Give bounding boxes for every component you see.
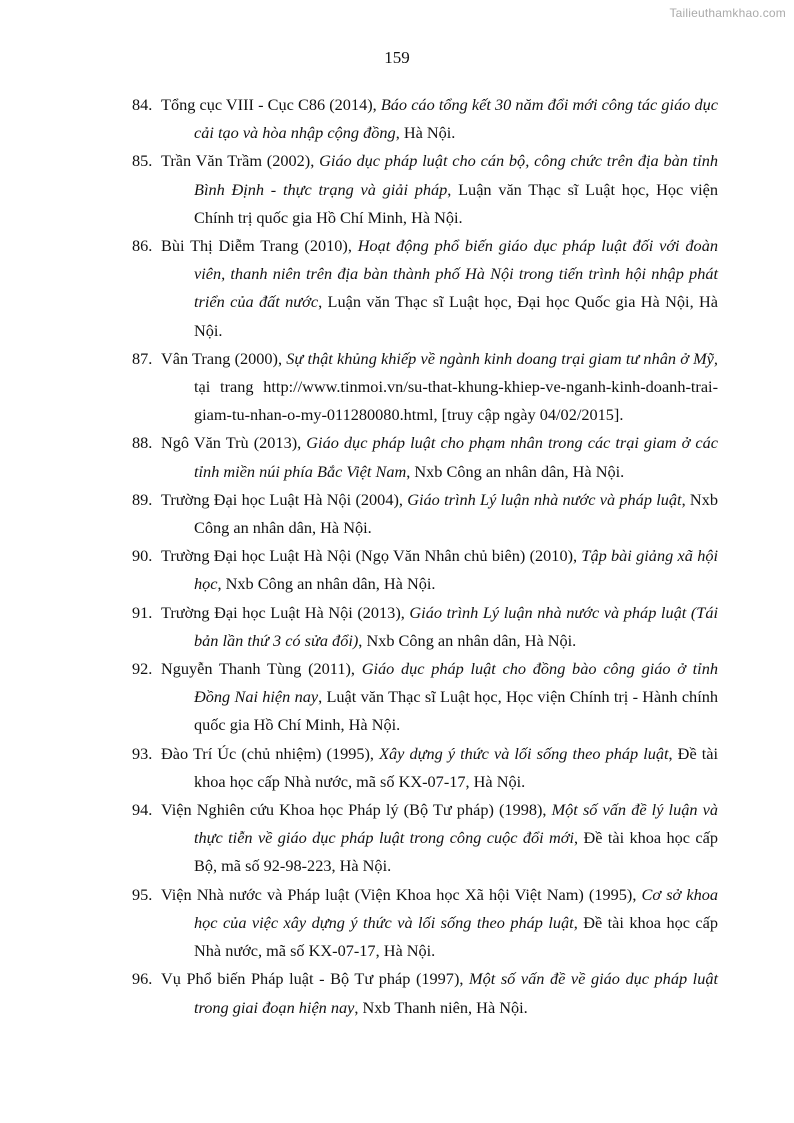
- reference-title: Báo cáo tổng kết 30 năm đổi mới công tác giáo dục cải tạo và hòa nhập cộng đồng: [194, 95, 718, 143]
- reference-details: , Nxb Thanh niên, Hà Nội.: [354, 997, 528, 1017]
- reference-number: 96.: [132, 969, 153, 989]
- reference-item: [132, 542, 718, 598]
- reference-number: 88.: [132, 433, 153, 453]
- reference-author: Vụ Phổ biến Pháp luật - Bộ Tư pháp (1997),: [161, 969, 470, 989]
- reference-title: Một số vấn đề lý luận và thực tiễn về giáo dục pháp luật trong công cuộc đổi mới: [194, 800, 718, 848]
- reference-item: [132, 147, 718, 232]
- reference-title: Giáo trình Lý luận nhà nước và pháp luật: [407, 489, 682, 509]
- reference-item: [132, 429, 718, 485]
- reference-item: [132, 345, 718, 430]
- reference-title: Cơ sở khoa học của việc xây dựng ý thức và lối sống theo pháp luật: [194, 884, 718, 932]
- reference-author: Vân Trang (2000),: [161, 348, 287, 368]
- reference-details: , Nxb Công an nhân dân, Hà Nội.: [217, 574, 436, 594]
- reference-details: , Đề tài khoa học cấp Nhà nước, mã số KX-07-17, Hà Nội.: [194, 743, 719, 791]
- reference-text: [161, 542, 718, 598]
- page-number: 159: [384, 48, 410, 67]
- reference-number: 84.: [132, 95, 153, 114]
- reference-title: Xây dựng ý thức và lối sống theo pháp luật: [379, 743, 669, 763]
- reference-author: Viện Nghiên cứu Khoa học Pháp lý (Bộ Tư pháp) (1998),: [161, 800, 552, 820]
- reference-title: Tập bài giảng xã hội học: [194, 546, 718, 594]
- reference-details: , Nxb Công an nhân dân, Hà Nội.: [194, 489, 718, 538]
- reference-details: , Đề tài khoa học cấp Bộ, mã số 92-98-223, Hà Nội.: [194, 828, 718, 876]
- reference-number: 92.: [132, 659, 153, 679]
- reference-author: Trường Đại học Luật Hà Nội (Ngọ Văn Nhân chủ biên) (2010),: [161, 546, 582, 566]
- reference-details: , Luận văn Thạc sĩ Luật học, Đại học Quốc gia Hà Nội, Hà Nội.: [194, 292, 718, 340]
- reference-item: [132, 881, 718, 966]
- reference-number: 95.: [132, 884, 153, 904]
- reference-item: [132, 740, 718, 796]
- reference-author: Nguyễn Thanh Tùng (2011),: [161, 659, 362, 679]
- reference-author: Đào Trí Úc (chủ nhiệm) (1995),: [161, 743, 380, 763]
- reference-details: , Nxb Công an nhân dân, Hà Nội.: [406, 461, 625, 481]
- reference-author: Trường Đại học Luật Hà Nội (2013),: [161, 602, 410, 622]
- reference-details: , Hà Nội.: [395, 123, 456, 143]
- reference-text: [161, 147, 718, 232]
- reference-text: [161, 232, 718, 345]
- reference-text: [161, 881, 718, 966]
- watermark: Tailieuthamkhao.com: [669, 6, 786, 20]
- reference-number: 94.: [132, 800, 153, 820]
- reference-item: [132, 796, 718, 881]
- reference-details: , Luật văn Thạc sĩ Luật học, Học viện Chính trị - Hành chính quốc gia Hồ Chí Minh, Hà Nội.: [194, 687, 718, 735]
- reference-text: [161, 796, 718, 881]
- reference-number: 86.: [132, 236, 153, 256]
- reference-number: 90.: [132, 546, 153, 566]
- reference-title: Giáo trình Lý luận nhà nước và pháp luật (Tái bản lần thứ 3 có sửa đổi): [194, 602, 718, 650]
- reference-item: [132, 599, 718, 655]
- reference-item: [132, 91, 718, 147]
- reference-author: Viện Nhà nước và Pháp luật (Viện Khoa học Xã hội Việt Nam) (1995),: [161, 884, 642, 904]
- reference-text: [161, 599, 718, 655]
- reference-title: Giáo dục pháp luật cho cán bộ, công chức trên địa bàn tỉnh Bình Định - thực trạng và giải pháp: [194, 151, 719, 199]
- reference-author: Bùi Thị Diễm Trang (2010),: [161, 236, 358, 256]
- reference-author: Trần Văn Trầm (2002),: [161, 151, 320, 171]
- reference-author: Tổng cục VIII - Cục C86 (2014),: [161, 95, 381, 114]
- reference-number: 87.: [132, 348, 153, 368]
- reference-text: [161, 345, 718, 430]
- reference-title: Hoạt động phổ biến giáo dục pháp luật đối với đoàn viên, thanh niên trên địa bàn thành phố Hà Nội trong tiến trình hội nhập phát triển của đất nước: [194, 236, 718, 312]
- reference-details: , Nxb Công an nhân dân, Hà Nội.: [358, 630, 577, 650]
- reference-title: Giáo dục pháp luật cho phạm nhân trong các trại giam ở các tỉnh miền núi phía Bắc Việt Nam: [194, 433, 718, 481]
- reference-item: [132, 232, 718, 345]
- reference-text: [161, 740, 718, 796]
- reference-number: 93.: [132, 743, 153, 763]
- reference-text: [161, 91, 718, 147]
- reference-title: Một số vấn đề về giáo dục pháp luật trong giai đoạn hiện nay: [194, 969, 719, 1017]
- reference-details: , Đề tài khoa học cấp Nhà nước, mã số KX-07-17, Hà Nội.: [194, 912, 718, 961]
- reference-details: tại trang http://www.tinmoi.vn/su-that-khung-khiep-ve-nganh-kinh-doanh-trai-giam-tu-nhan-o-my-011280080.html, [truy cập ngày 04/02/2015].: [194, 377, 718, 425]
- reference-number: 91.: [132, 602, 153, 622]
- reference-author: Trường Đại học Luật Hà Nội (2004),: [161, 489, 408, 509]
- reference-title: Giáo dục pháp luật cho đồng bào công giáo ở tỉnh Đồng Nai hiện nay: [194, 659, 718, 707]
- reference-author: Ngô Văn Trù (2013),: [161, 433, 307, 453]
- reference-text: [161, 655, 718, 740]
- reference-item: [132, 965, 718, 1021]
- reference-title: Sự thật khủng khiếp về ngành kinh doang trại giam tư nhân ở Mỹ,: [286, 348, 718, 368]
- reference-item: [132, 655, 718, 740]
- reference-details: , Luận văn Thạc sĩ Luật học, Học viện Chính trị quốc gia Hồ Chí Minh, Hà Nội.: [194, 179, 718, 227]
- reference-number: 85.: [132, 151, 153, 171]
- reference-number: 89.: [132, 489, 153, 509]
- reference-list: [132, 91, 718, 1022]
- reference-item: [132, 486, 718, 542]
- reference-text: [161, 429, 718, 485]
- reference-text: [161, 965, 718, 1021]
- reference-text: [161, 486, 718, 542]
